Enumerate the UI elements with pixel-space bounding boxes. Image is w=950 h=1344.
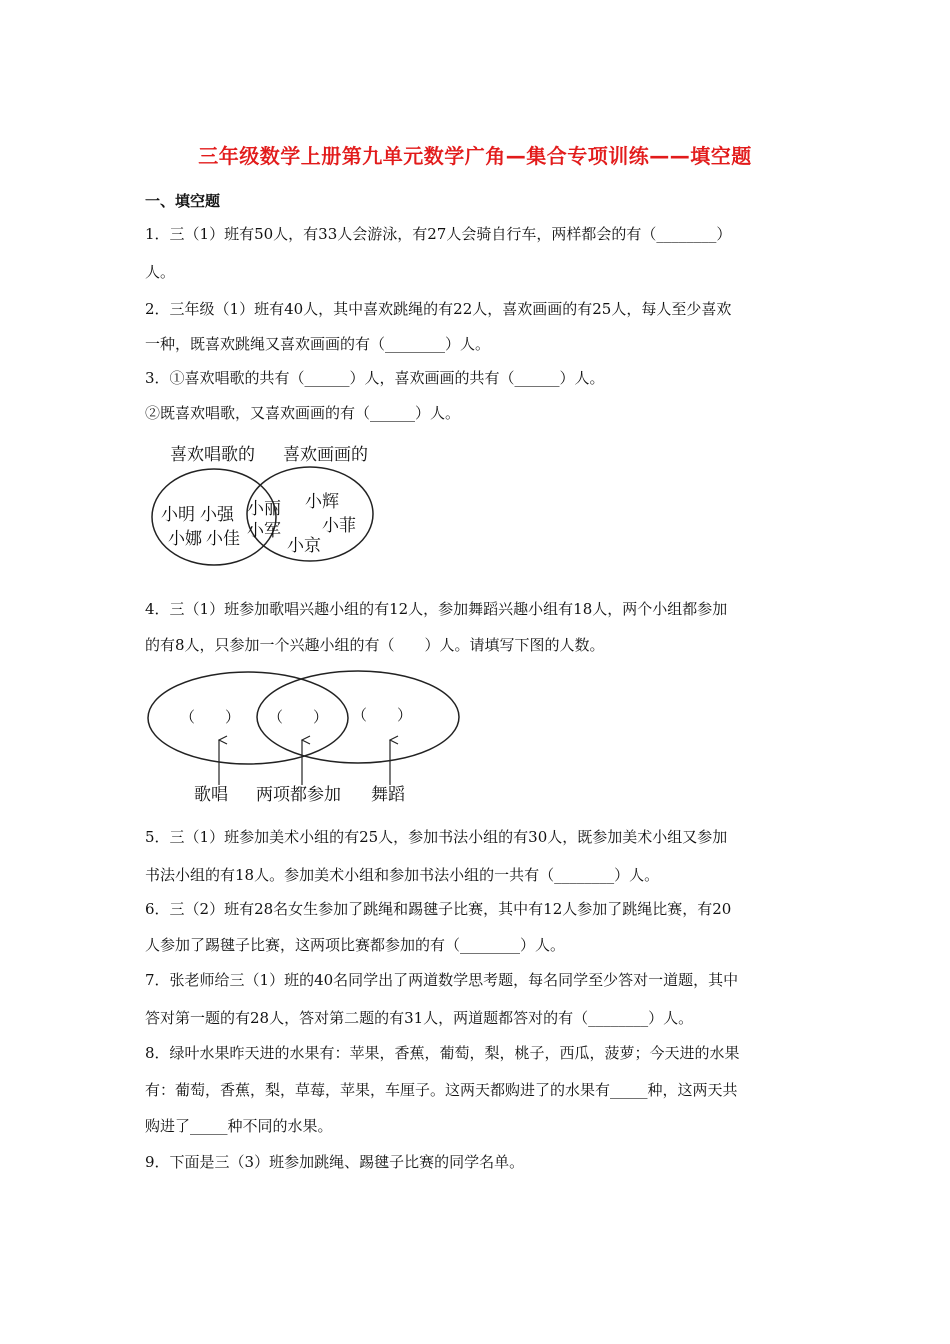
venn1-name: 小菲 [322, 516, 356, 536]
text-line: 人参加了踢毽子比赛，这两项比赛都参加的有（________）人。 [145, 936, 566, 954]
venn2-label-right: 舞蹈 [371, 785, 405, 805]
venn2-label-mid: 两项都参加 [256, 785, 341, 805]
page-title: 三年级数学上册第九单元数学广角—集合专项训练——填空题 [198, 144, 752, 168]
text-line: 1．三（1）班有50人，有33人会游泳，有27人会骑自行车，两样都会的有（________） [145, 225, 732, 243]
text-line: 2．三年级（1）班有40人，其中喜欢跳绳的有22人，喜欢画画的有25人，每人至少喜欢 [145, 300, 732, 318]
venn2-blank-mid: （ ） [268, 708, 329, 726]
text-line: 5．三（1）班参加美术小组的有25人，参加书法小组的有30人，既参加美术小组又参加 [145, 828, 728, 846]
venn1-name: 小丽 [247, 499, 281, 519]
venn1-name: 小京 [287, 536, 321, 556]
text-line: 3．①喜欢唱歌的共有（______）人，喜欢画画的共有（______）人。 [145, 369, 605, 387]
text-line: 6．三（2）班有28名女生参加了跳绳和踢毽子比赛，其中有12人参加了跳绳比赛，有20 [145, 900, 732, 918]
text-line: 有：葡萄，香蕉，梨，草莓，苹果，车厘子。这两天都购进了的水果有_____种，这两天共 [145, 1081, 738, 1099]
text-line: 人。 [145, 263, 176, 281]
text-line: 8．绿叶水果昨天进的水果有：苹果，香蕉，葡萄，梨，桃子，西瓜，菠萝；今天进的水果 [145, 1044, 740, 1062]
venn1-name: 小强 [200, 505, 234, 525]
text-line: 9．下面是三（3）班参加跳绳、踢毽子比赛的同学名单。 [145, 1153, 525, 1171]
venn1-name: 小辉 [305, 492, 339, 512]
venn1-label-left: 喜欢唱歌的 [170, 445, 255, 465]
text-line: 7．张老师给三（1）班的40名同学出了两道数学思考题，每名同学至少答对一道题，其中 [145, 971, 739, 989]
venn1-label-right: 喜欢画画的 [283, 445, 368, 465]
text-line: 购进了_____种不同的水果。 [145, 1117, 333, 1135]
text-line: 的有8人，只参加一个兴趣小组的有（ ）人。请填写下图的人数。 [145, 636, 605, 654]
text-line: 一种，既喜欢跳绳又喜欢画画的有（________）人。 [145, 335, 491, 353]
text-line: ②既喜欢唱歌，又喜欢画画的有（______）人。 [145, 404, 461, 422]
text-line: 4．三（1）班参加歌唱兴趣小组的有12人，参加舞蹈兴趣小组有18人，两个小组都参加 [145, 600, 728, 618]
section-heading: 一、填空题 [145, 192, 221, 210]
venn1-name: 小娜 [168, 529, 202, 549]
venn2-blank-left: （ ） [180, 708, 241, 726]
venn2-label-left: 歌唱 [194, 785, 228, 805]
text-line: 书法小组的有18人。参加美术小组和参加书法小组的一共有（________）人。 [145, 866, 660, 884]
venn1-name: 小佳 [206, 529, 240, 549]
text-line: 答对第一题的有28人，答对第二题的有31人，两道题都答对的有（________）人。 [145, 1009, 694, 1027]
venn2-blank-right: （ ） [352, 706, 413, 724]
venn1-name: 小明 [161, 505, 195, 525]
venn1-name: 小军 [247, 521, 281, 541]
